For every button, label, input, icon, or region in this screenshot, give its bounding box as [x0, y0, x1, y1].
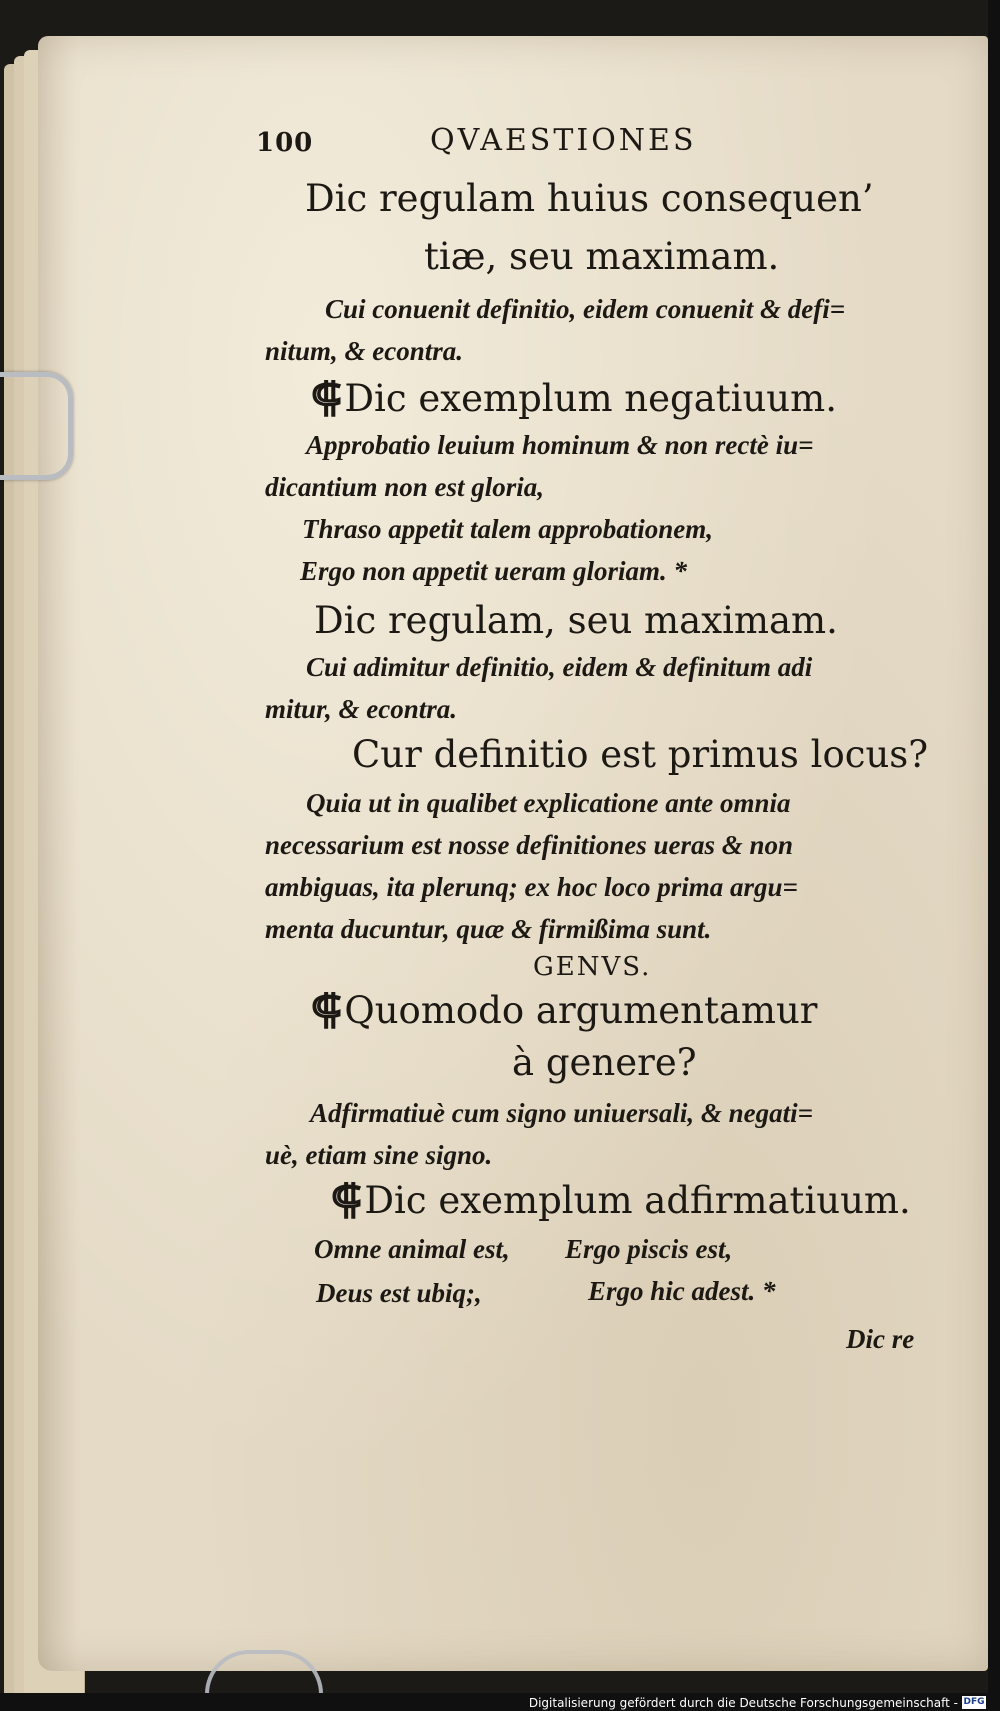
example-line: Deus est ubiq;,	[316, 1278, 482, 1308]
section-heading: GENVS.	[533, 952, 652, 982]
question-line: Cur definitio est primus locus?	[352, 733, 929, 776]
example-line: Ergo piscis est,	[565, 1234, 733, 1264]
page-number: 100	[256, 128, 314, 158]
question-line: Dic regulam, seu maximam.	[314, 599, 838, 642]
answer-line: Cui conuenit definitio, eidem conuenit & defi=	[325, 294, 846, 324]
pilcrow-icon: ⸿	[310, 374, 342, 421]
question-line	[310, 986, 818, 1033]
pilcrow-icon: ⸿	[310, 986, 342, 1033]
scan-background-edge	[988, 0, 1000, 1711]
answer-line: nitum, & econtra.	[265, 336, 464, 366]
question-line: Dic regulam huius consequen’	[305, 177, 874, 220]
question-text: Dic exemplum adfirmatiuum.	[364, 1179, 911, 1222]
example-line: dicantium non est gloria,	[265, 472, 545, 502]
answer-line: Cui adimitur definitio, eidem & definitum adi	[306, 652, 813, 682]
question-text: Dic exemplum negatiuum.	[344, 377, 837, 420]
question-line	[310, 374, 837, 421]
answer-line: uè, etiam sine signo.	[265, 1140, 493, 1170]
pilcrow-icon: ⸿	[330, 1176, 362, 1223]
answer-line: necessarium est nosse definitiones ueras & non	[265, 830, 794, 860]
answer-line: menta ducuntur, quæ & firmißima sunt.	[265, 914, 712, 944]
funding-note: Digitalisierung gefördert durch die Deutsche Forschungsgemeinschaft -	[528, 1696, 958, 1710]
example-line: Ergo non appetit ueram gloriam. *	[300, 556, 688, 586]
example-line: Omne animal est,	[314, 1234, 510, 1264]
answer-line: ambiguas, ita plerunq; ex hoc loco prima argu=	[265, 872, 798, 902]
running-title: QVAESTIONES	[430, 123, 697, 158]
answer-line: mitur, & econtra.	[265, 694, 458, 724]
metal-clip-icon	[0, 372, 73, 480]
dfg-logo: DFG	[963, 1697, 985, 1707]
answer-line: Adfirmatiuè cum signo uniuersali, & negati=	[310, 1098, 813, 1128]
question-line	[330, 1176, 911, 1223]
catchword: Dic re	[846, 1324, 915, 1354]
example-line: Ergo hic adest. *	[588, 1276, 776, 1306]
question-text: Quomodo argumentamur	[344, 989, 818, 1032]
question-line: tiæ, seu maximam.	[424, 235, 780, 278]
example-line: Thraso appetit talem approbationem,	[302, 514, 714, 544]
example-line: Approbatio leuium hominum & non rectè iu=	[306, 430, 814, 460]
answer-line: Quia ut in qualibet explicatione ante omnia	[306, 788, 791, 818]
question-line: à genere?	[512, 1041, 697, 1084]
